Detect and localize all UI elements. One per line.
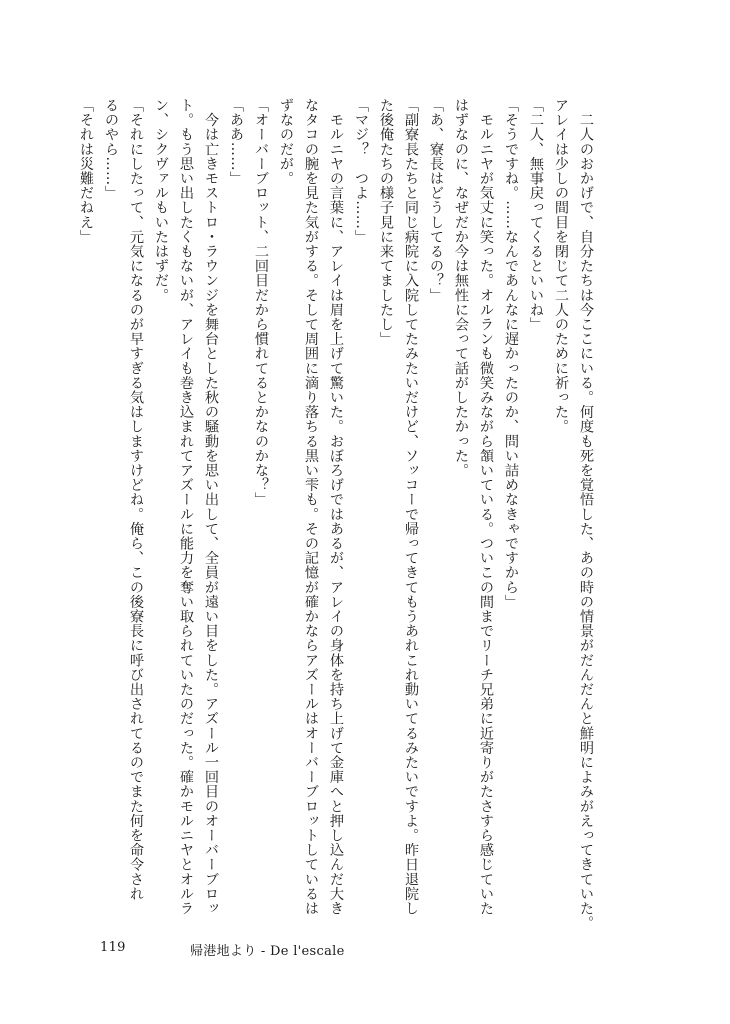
text-line: 「オーバーブロット、二回目だから慣れてるとかなのかな？」 <box>253 98 269 507</box>
text-line: ずなのだが。 <box>278 98 294 186</box>
text-line: ト。もう思い出したくもないが、アレイも巻き込まれてアズールに能力を奪い取られていたのだった。確かモルニヤとオルラ <box>178 98 194 916</box>
text-line: 「マジ？ つよ……」 <box>353 98 369 244</box>
body-text <box>73 98 598 931</box>
text-line: 「そうですね。……なんであんなに遅かったのか、問い詰めなきゃですから」 <box>503 98 519 609</box>
running-title: 帰港地より - De l'escale <box>190 944 345 959</box>
text-line: た後俺たちの様子見に来てましたし」 <box>378 98 394 347</box>
text-line: 「副寮長たちと同じ病院に入院してたみたいだけど、ソッコーで帰ってきてもうあれこれ動いてるみたいですよ。昨日退院し <box>403 98 419 916</box>
text-line: はずなのに、なぜだか今は無性に会って話がしたかった。 <box>453 98 469 478</box>
text-line: 「あ、寮長はどうしてるの？」 <box>428 98 444 303</box>
text-line: モルニヤが気丈に笑った。オルランも微笑みながら頷いている。ついこの間までリーチ兄弟に近寄りがたさすら感じていた <box>478 98 494 916</box>
text-line: 「二人、無事戻ってくるといいね」 <box>528 98 544 332</box>
text-line: ン、シクヴァルもいたはずだ。 <box>153 98 169 303</box>
text-line: 今は亡きモストロ・ラウンジを舞台とした秋の騒動を思い出して、全員が遠い目をした。アズール一回目のオーバーブロッ <box>203 98 219 916</box>
text-line: るのやら……」 <box>103 98 119 201</box>
text-line: 二人のおかげで、自分たちは今ここにいる。何度も死を覚悟した、あの時の情景がだんだんと鮮明によみがえってきていた。 <box>578 98 594 931</box>
text-line: アレイは少しの間目を閉じて二人のために祈った。 <box>553 98 569 434</box>
text-line: 「それは災難だねえ」 <box>78 98 94 244</box>
text-line: 「ああ……」 <box>228 98 244 186</box>
page-number: 119 <box>100 940 126 955</box>
text-line: 「それにしたって、元気になるのが早すぎる気はしますけどね。俺ら、この後寮長に呼び出されてるのでまた何を命令され <box>128 98 144 901</box>
text-line: なタコの腕を見た気がする。そして周囲に滴り落ちる黒い雫も。その記憶が確かならアズールはオーバーブロットしているは <box>303 98 319 916</box>
page-footer <box>0 940 730 960</box>
text-line: モルニヤの言葉に、アレイは眉を上げて驚いた。おぼろげではあるが、アレイの身体を持ち上げて金庫へと押し込んだ大き <box>328 98 344 916</box>
